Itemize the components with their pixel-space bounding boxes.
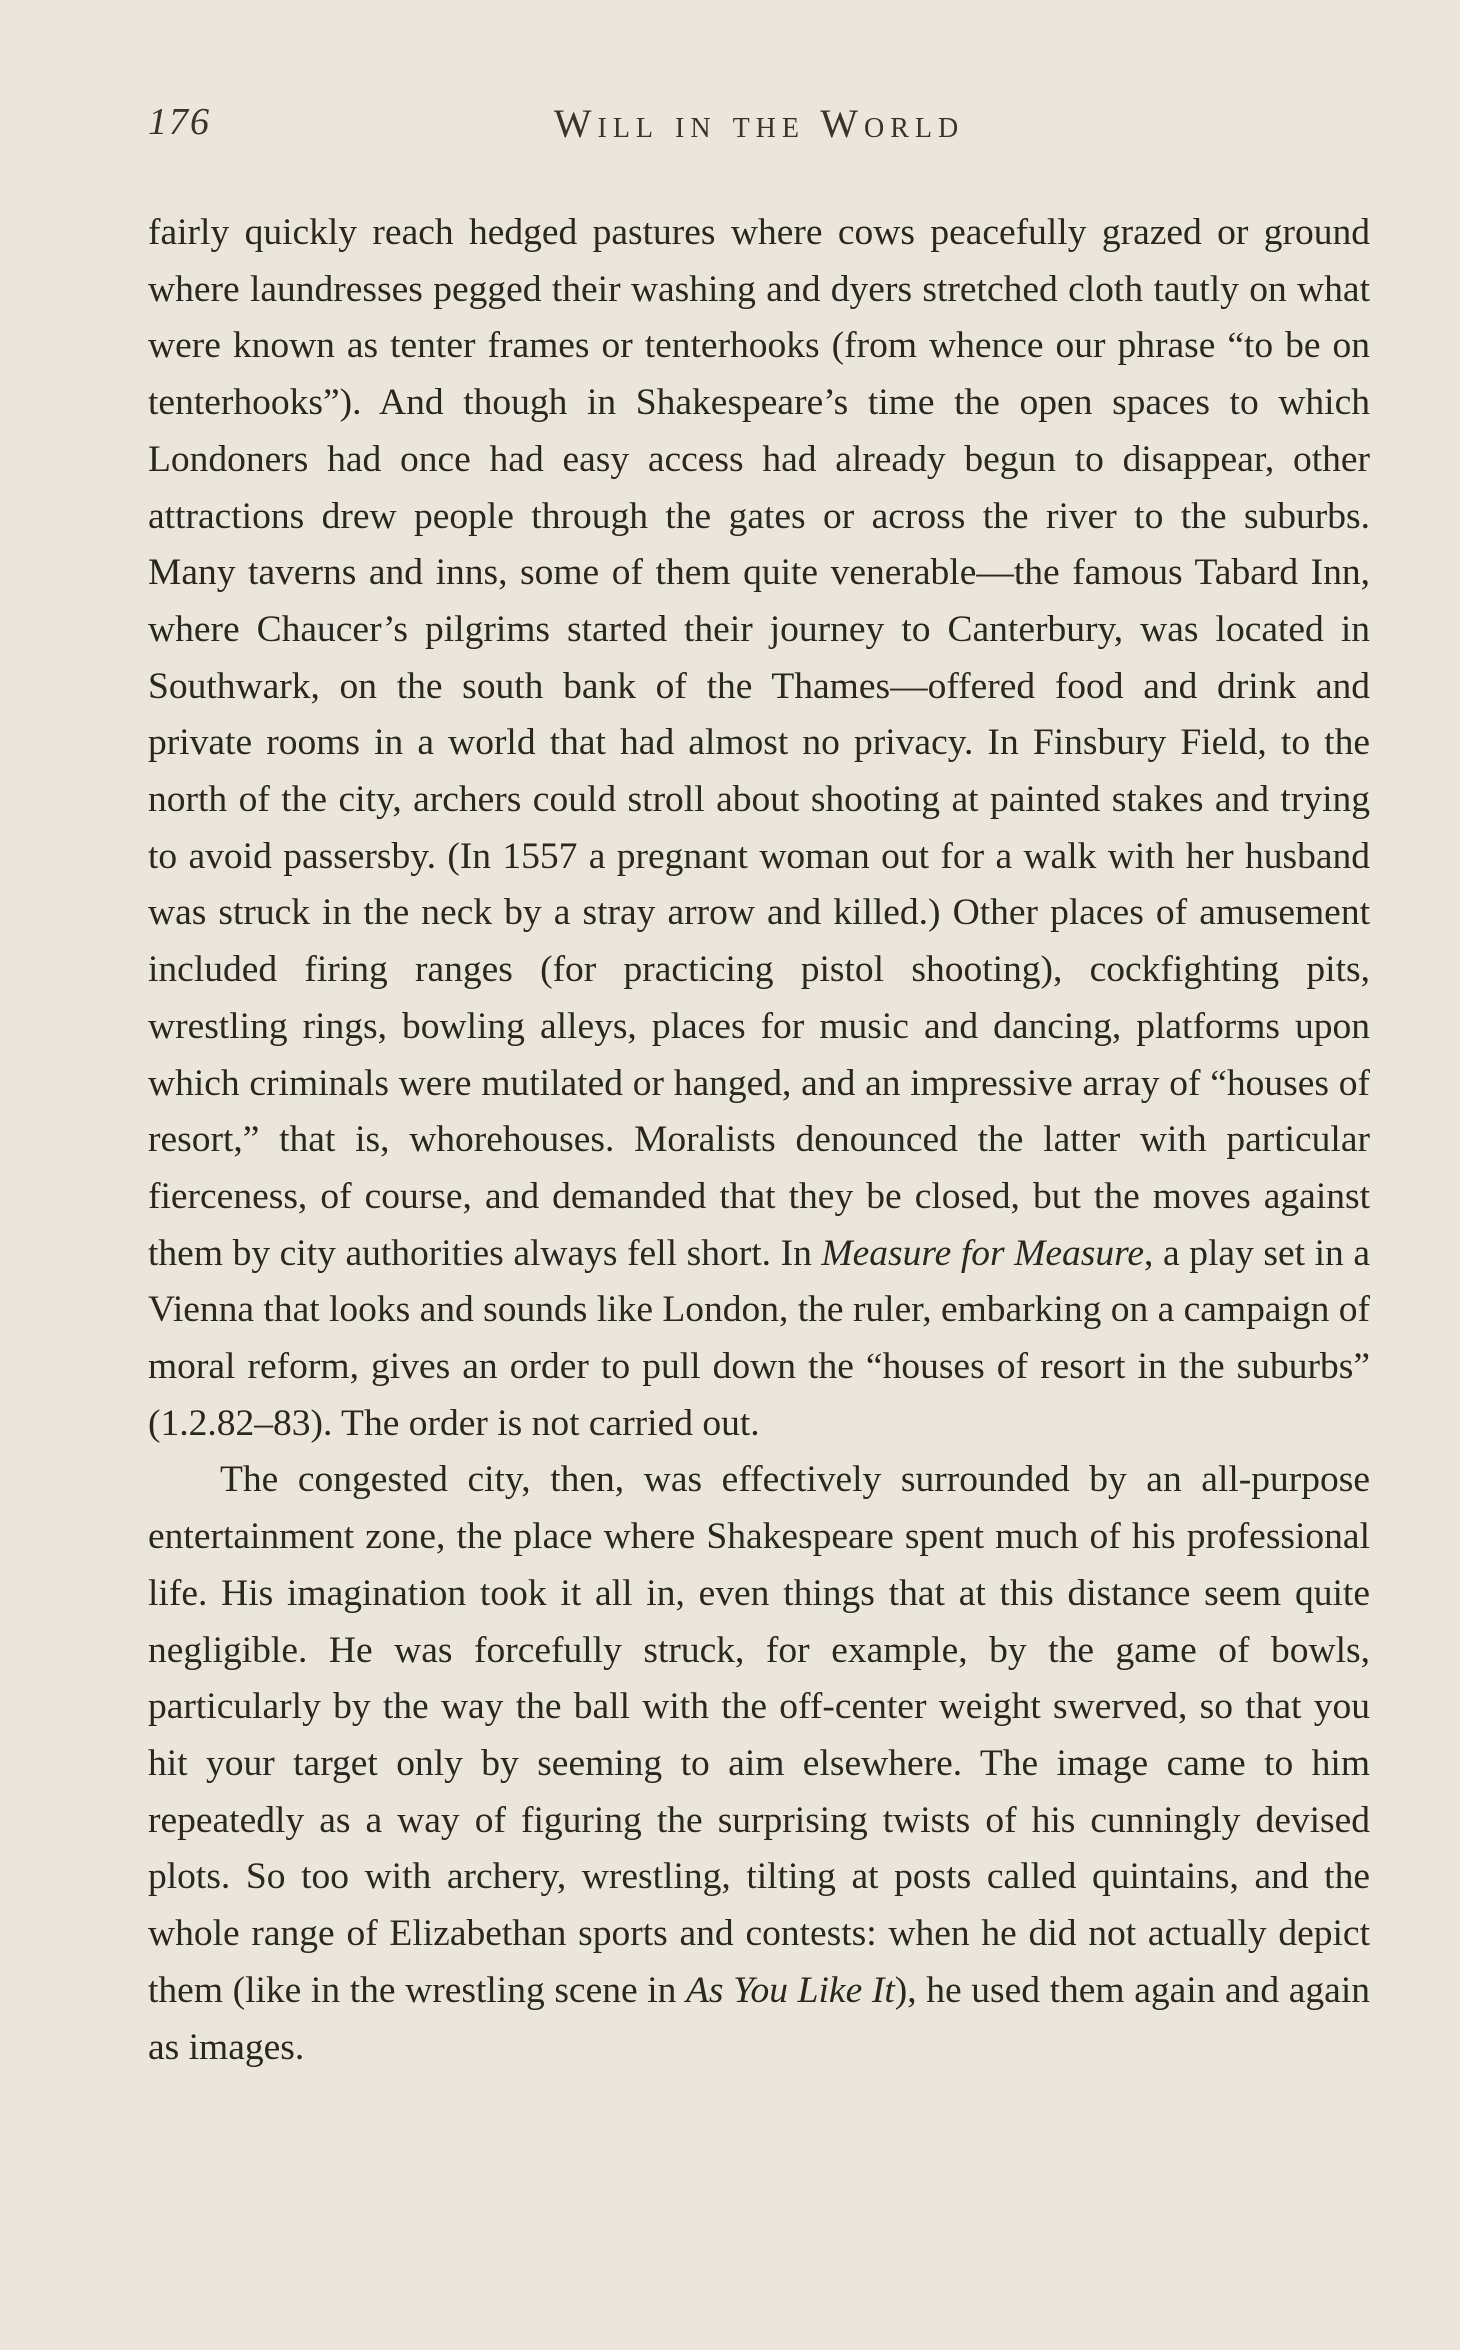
page-number: 176 [148, 101, 211, 143]
paragraph-text: , a play set in a Vienna that looks and sounds like London, the ruler, embarking on a campaign of moral reform, gives an order to pull down the “houses of resort in the suburbs” (1.2.82–83). The order is not carried out. [148, 1232, 1370, 1444]
running-head [148, 100, 1370, 150]
work-title: Measure for Measure [821, 1232, 1145, 1274]
paragraph [148, 1452, 1370, 2076]
body-text [148, 205, 1370, 2076]
paragraph-text: The congested city, then, was effectively surrounded by an all-purpose entertainment zone, the place where Shakespeare spent much of his professional life. His imagination took it all in, even things that at this distance seem quite negligible. He was forcefully struck, for example, by the game of bowls, particularly by the way the ball with the off-center weight swerved, so that you hit your target only by seeming to aim elsewhere. The image came to him repeatedly as a way of figuring the surprising twists of his cunningly devised plots. So too with archery, wrestling, tilting at posts called quintains, and the whole range of Elizabethan sports and contests: when he did not actually depict them (like in the wrestling scene in [148, 1459, 1370, 2011]
paragraph [148, 205, 1370, 1452]
paragraph-text: fairly quickly reach hedged pastures where cows peacefully grazed or ground where laundresses pegged their washing and dyers stretched cloth tautly on what were known as tenter frames or tenterhooks (from whence our phrase “to be on tenterhooks”). And though in Shakespeare’s time the open spaces to which Londoners had once had easy access had already begun to disappear, other attractions drew people through the gates or across the river to the suburbs. Many taverns and inns, some of them quite venerable—the famous Tabard Inn, where Chaucer’s pilgrims started their journey to Canterbury, was located in Southwark, on the south bank of the Thames—offered food and drink and private rooms in a world that had almost no privacy. In Finsbury Field, to the north of the city, archers could stroll about shooting at painted stakes and trying to avoid passersby. (In 1557 a pregnant woman out for a walk with her husband was struck in the neck by a stray arrow and killed.) Other places of amusement included firing ranges (for practicing pistol shooting), cockfighting pits, wrestling rings, bowling alleys, places for music and dancing, platforms upon which criminals were mutilated or hanged, and an impressive array of “houses of resort,” that is, whorehouses. Moralists denounced the latter with particular fierceness, of course, and demanded that they be closed, but the moves against them by city authorities always fell short. In [148, 212, 1370, 1274]
paragraph-text: ), he used them again and again as images. [148, 1969, 1370, 2068]
work-title: As You Like It [686, 1969, 895, 2011]
running-title: Will in the World [553, 101, 965, 146]
